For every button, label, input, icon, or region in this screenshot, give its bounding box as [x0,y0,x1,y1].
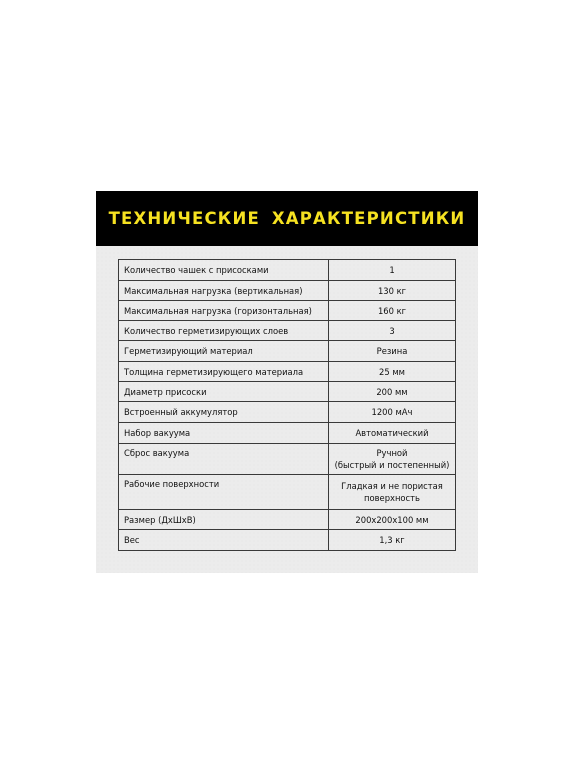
table-row [119,510,456,530]
spec-value: 160 кг [329,301,456,321]
table-row [119,301,456,321]
table-row [119,362,456,382]
spec-label: Максимальная нагрузка (вертикальная) [119,281,329,301]
table-row [119,260,456,281]
spec-value-line1: Гладкая и не пористая [341,481,443,491]
table-row [119,341,456,362]
spec-value-line2: поверхность [364,493,420,503]
table-row [119,444,456,475]
spec-value-line2: (быстрый и постепенный) [334,460,450,470]
spec-card [96,191,478,573]
spec-value: Автоматический [329,423,456,444]
spec-value: Резина [329,341,456,362]
table-row [119,530,456,551]
spec-label: Размер (ДхШхВ) [119,510,329,530]
spec-value: 1,3 кг [329,530,456,551]
spec-label: Толщина герметизирующего материала [119,362,329,382]
spec-value: 1200 мАч [329,402,456,423]
spec-label: Количество герметизирующих слоев [119,321,329,341]
table-row [119,475,456,510]
spec-label: Герметизирующий материал [119,341,329,362]
spec-value: 25 мм [329,362,456,382]
spec-value: 130 кг [329,281,456,301]
spec-value [329,475,456,510]
table-row [119,423,456,444]
spec-table [118,259,456,551]
spec-label: Сброс вакуума [119,444,329,475]
table-row [119,281,456,301]
header-bar [96,191,478,246]
spec-label: Встроенный аккумулятор [119,402,329,423]
spec-value: 3 [329,321,456,341]
table-row [119,321,456,341]
spec-label: Набор вакуума [119,423,329,444]
spec-label: Рабочие поверхности [119,475,329,510]
table-row [119,402,456,423]
spec-value [329,444,456,475]
spec-label: Диаметр присоски [119,382,329,402]
spec-label: Максимальная нагрузка (горизонтальная) [119,301,329,321]
spec-label: Вес [119,530,329,551]
spec-label: Количество чашек с присосками [119,260,329,281]
table-row [119,382,456,402]
spec-value: 200x200x100 мм [329,510,456,530]
spec-value: 200 мм [329,382,456,402]
spec-value-line1: Ручной [376,448,408,458]
spec-value: 1 [329,260,456,281]
page-title: ТЕХНИЧЕСКИЕ ХАРАКТЕРИСТИКИ [108,209,466,228]
